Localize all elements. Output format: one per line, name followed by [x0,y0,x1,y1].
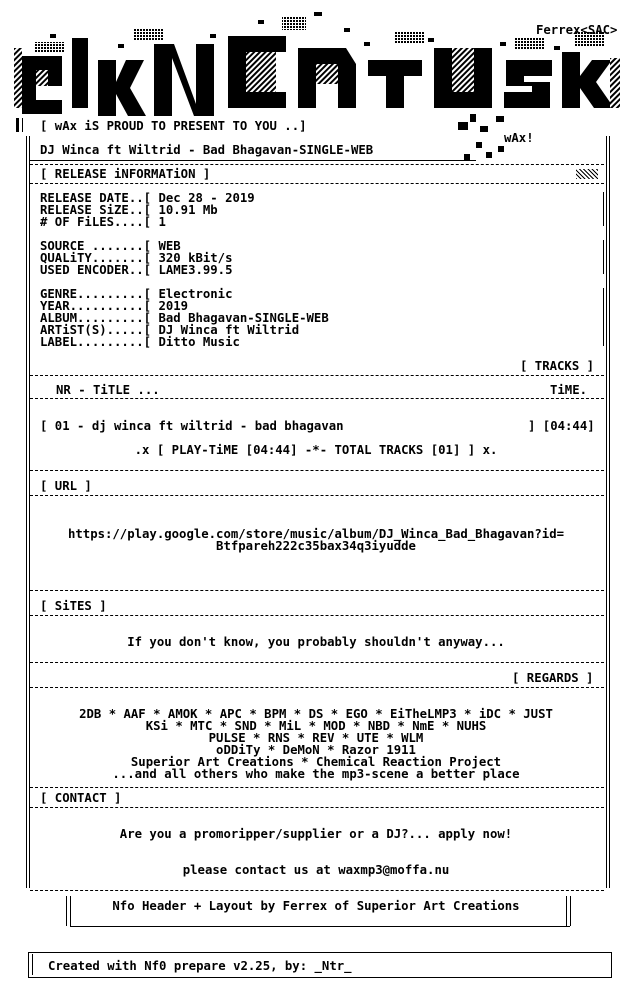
regards-line: 2DB * AAF * AMOK * APC * BPM * DS * EGO * EiTheLMP3 * iDC * JUST [79,707,553,721]
release-title: DJ Winca ft Wiltrid - Bad Bhagavan-SINGLE-WEB [40,143,374,157]
footer-box-inner-left [32,954,33,975]
track-time: ] [04:44] [528,419,595,433]
regards-line: Superior Art Creations * Chemical Reaction Project [130,755,502,769]
contact-apply-line: Are you a promoripper/supplier or a DJ?... apply now! [119,827,513,841]
sites-heading: [ SiTES ] [40,599,107,613]
info-line: RELEASE SiZE..[ 10.91 Mb [40,203,218,217]
regards-heading: [ REGARDS ] [512,671,594,685]
tracks-col-time: TiME. [550,383,588,397]
sites-bottom-rule [30,662,604,663]
info-line: ALBUM.........[ Bad Bhagavan-SINGLE-WEB [40,311,329,325]
shade-block-icon [576,169,598,179]
tracks-top-rule [30,375,604,376]
release-info-heading: [ RELEASE iNFORMATiON ] [40,167,211,181]
contact-heading: [ CONTACT ] [40,791,122,805]
info-heading-rule [30,183,604,184]
info-bracket-right [603,288,604,346]
info-line: GENRE.........[ Electronic [40,287,233,301]
presents-line: [ wAx iS PROUD TO PRESENT TO YOU ..] [40,119,307,133]
created-with-line: Created with Nf0 prepare v2.25, by: _Ntr_ [48,959,352,973]
info-line: LABEL.........[ Ditto Music [40,335,240,349]
credit-box-bottom [70,926,570,927]
presents-bar-left-inner [22,118,23,132]
ripper-tag: Ferrex<SAC> [536,23,618,37]
info-line: RELEASE DATE..[ Dec 28 - 2019 [40,191,255,205]
tracks-col-nr-title: NR - TiTLE ... [56,383,160,397]
info-line: USED ENCODER..[ LAME3.99.5 [40,263,233,277]
url-heading: [ URL ] [40,479,92,493]
contact-bottom-rule [30,890,604,891]
track-row: [ 01 - dj winca ft wiltrid - bad bhagavan [40,419,344,433]
info-line: ARTiST(S).....[ DJ Winca ft Wiltrid [40,323,300,337]
regards-line: ...and all others who make the mp3-scene a better place [112,767,520,781]
contact-email-line[interactable]: please contact us at waxmp3@moffa.nu [182,863,450,877]
info-bracket-right [603,192,604,226]
title-underline [30,160,476,161]
sites-heading-rule [30,615,604,616]
url-heading-rule [30,495,604,496]
url-link-line-2[interactable]: Btfpareh222c35bax34q3iyudde [216,539,416,553]
info-bracket-right [603,240,604,274]
group-tag: wAx! [504,131,534,145]
info-line: YEAR..........[ 2019 [40,299,189,313]
sites-text: If you don't know, you probably shouldn't anyway... [127,635,505,649]
contact-heading-rule [30,807,604,808]
tracks-bottom-rule [30,470,604,471]
layout-credit: Nfo Header + Layout by Ferrex of Superior Art Creations [112,899,520,913]
info-line: QUALiTY.......[ 320 kBit/s [40,251,233,265]
regards-line: oDDiTy * DeMoN * Razor 1911 [216,743,416,757]
regards-bottom-rule [30,787,604,788]
ascii-art-logo [14,8,620,118]
presents-bar-left [16,118,19,132]
tracks-heading: [ TRACKS ] [520,359,595,373]
tracks-summary: .x [ PLAY-TiME [04:44] -*- TOTAL TRACKS [01] ] x. [134,443,498,457]
regards-heading-rule [30,687,604,688]
info-top-rule [30,164,604,165]
regards-line: KSi * MTC * SND * MiL * MOD * NBD * NmE * NUHS [145,719,487,733]
tracks-header-rule [30,398,604,399]
url-link-line-1[interactable]: https://play.google.com/store/music/album/DJ_Winca_Bad_Bhagavan?id= [67,527,565,541]
url-bottom-rule [30,590,604,591]
info-line: SOURCE .......[ WEB [40,239,181,253]
regards-line: PULSE * RNS * REV * UTE * WLM [208,731,424,745]
info-line: # OF FiLES....[ 1 [40,215,166,229]
